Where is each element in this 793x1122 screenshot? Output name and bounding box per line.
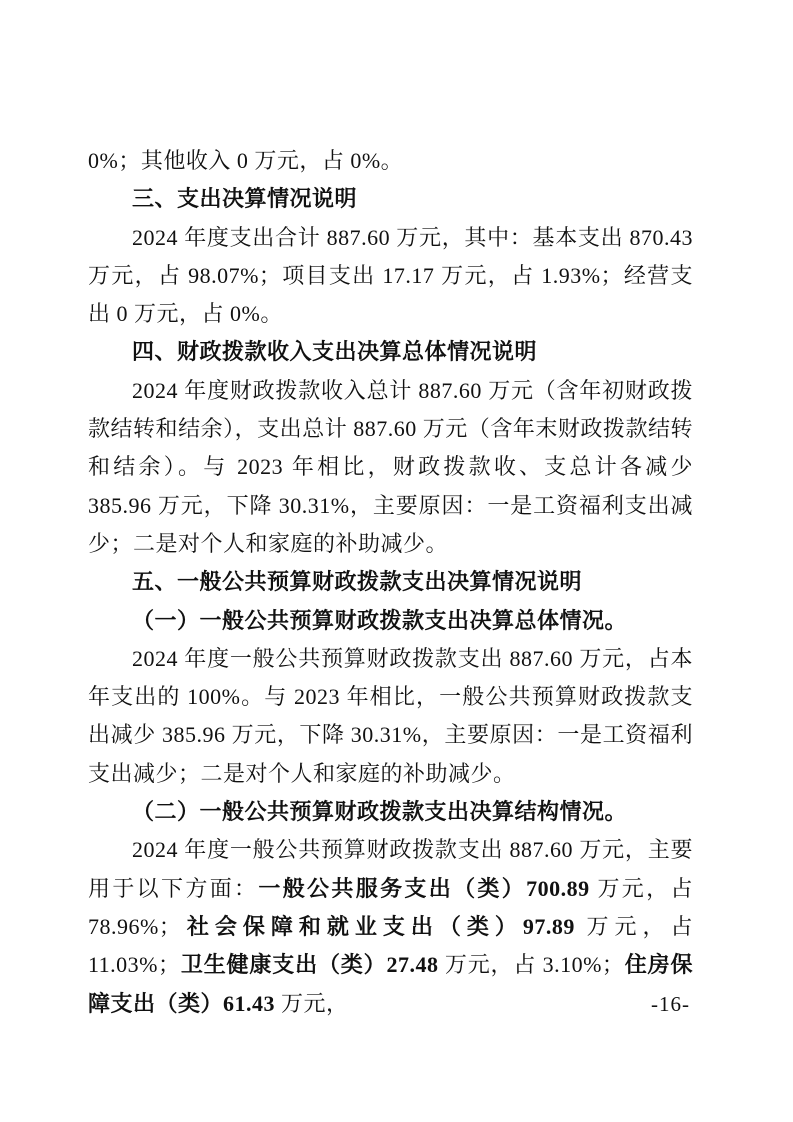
- paragraph-text: 万元，占 78.96%；: [88, 875, 693, 939]
- section4-paragraph: 2024 年度财政拨款收入总计 887.60 万元（含年初财政拨款结转和结余），支出总计 887.60 万元（含年末财政拨款结转和结余）。与 2023 年相比，财政拨款收、支总计各减少 385.96 万元，下降 30.31%，主要原因：一是工资福利支出减少；二是对个人和家庭的补助减少。: [88, 377, 693, 556]
- section5-subheading-2: （二）一般公共预算财政拨款支出决算结构情况。: [132, 799, 628, 825]
- paragraph-text: 2024 年度一般公共预算财政拨款支出 887.60 万元，主要用于以下方面：: [88, 837, 693, 901]
- page-number: -16-: [651, 992, 690, 1016]
- section3-heading: 三、支出决算情况说明: [132, 186, 358, 212]
- paragraph-text: 万元，: [275, 990, 349, 1016]
- expense-category-bold-text: 卫生健康支出（类）27.48: [180, 952, 439, 978]
- paragraph-text: 万元，占 11.03%；: [88, 913, 693, 978]
- section5-heading: 五、一般公共预算财政拨款支出决算情况说明: [132, 569, 583, 595]
- section3-paragraph: 2024 年度支出合计 887.60 万元，其中：基本支出 870.43 万元，占 98.07%；项目支出 17.17 万元，占 1.93%；经营支出 0 万元，占 0%。: [88, 224, 693, 327]
- expense-category-bold-text: 住房保障支出（类）61.43: [88, 952, 693, 1016]
- section5-sub2-structure-paragraph: [88, 831, 693, 1022]
- paragraph-continuation: 0%；其他收入 0 万元，占 0%。: [88, 148, 404, 173]
- section5-sub1-paragraph: 2024 年度一般公共预算财政拨款支出 887.60 万元，占本年支出的 100%。与 2023 年相比，一般公共预算财政拨款支出减少 385.96 万元，下降 30.31%，主要原因：一是工资福利支出减少；二是对个人和家庭的补助减少。: [88, 645, 693, 786]
- section4-heading: 四、财政拨款收入支出决算总体情况说明: [132, 339, 538, 365]
- section5-subheading-1: （一）一般公共预算财政拨款支出决算总体情况。: [132, 607, 628, 633]
- paragraph-text: 万元，占 3.10%；: [438, 952, 625, 978]
- expense-category-bold-text: 社会保障和就业支出（类）97.89: [181, 913, 575, 939]
- expense-category-bold-text: 一般公共服务支出（类）700.89: [258, 875, 590, 901]
